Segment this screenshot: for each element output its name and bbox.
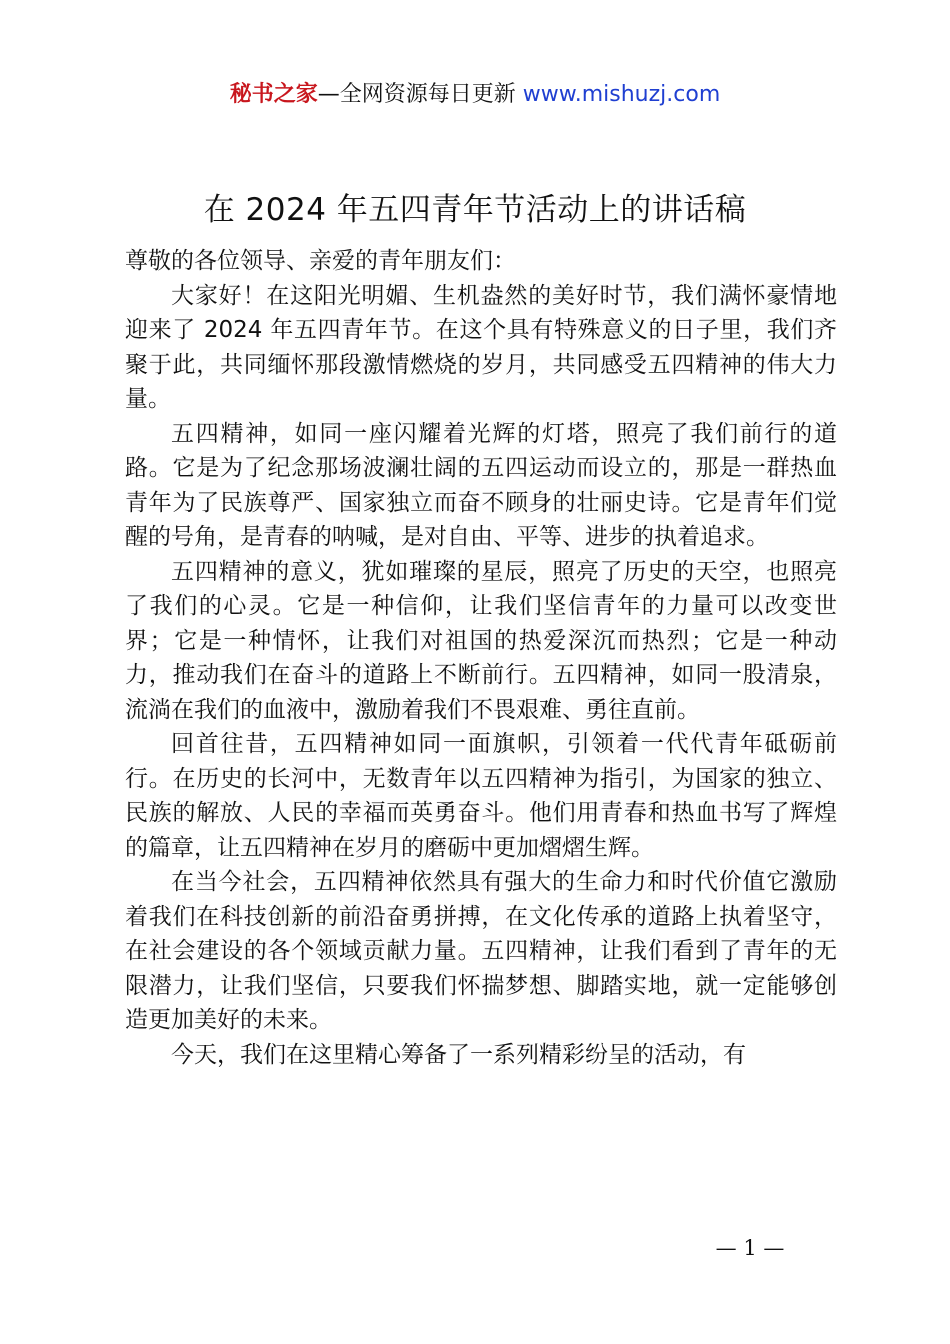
site-banner <box>0 78 950 112</box>
paragraph-3: 五四精神的意义，犹如璀璨的星辰，照亮了历史的天空，也照亮了我们的心灵。它是一种信仰，让我们坚信青年的力量可以改变世界；它是一种情怀，让我们对祖国的热爱深沉而热烈；它是一种动力，推动我们在奋斗的道路上不断前行。五四精神，如同一股清泉，流淌在我们的血液中，激励着我们不畏艰难、勇往直前。 <box>125 558 837 723</box>
document-title: 在 2024 年五四青年节活动上的讲话稿 <box>203 192 747 228</box>
page-number: — 1 — <box>715 1236 785 1260</box>
site-tagline: 全网资源每日更新 <box>339 82 516 107</box>
banner-separator: — <box>317 82 340 107</box>
paragraph-5: 在当今社会，五四精神依然具有强大的生命力和时代价值它激励着我们在科技创新的前沿奋勇拼搏，在文化传承的道路上执着坚守，在社会建设的各个领域贡献力量。五四精神，让我们看到了青年的无限潜力，让我们坚信，只要我们怀揣梦想、脚踏实地，就一定能够创造更加美好的未来。 <box>125 869 837 1033</box>
site-url-link[interactable]: www.mishuzj.com <box>522 82 721 107</box>
paragraph-2: 五四精神，如同一座闪耀着光辉的灯塔，照亮了我们前行的道路。它是为了纪念那场波澜壮阔的五四运动而设立的，那是一群热血青年为了民族尊严、国家独立而奋不顾身的壮丽史诗。它是青年们觉醒的号角，是青春的呐喊，是对自由、平等、进步的执着追求。 <box>125 420 837 550</box>
document-body <box>125 244 837 1072</box>
paragraph-4: 回首往昔，五四精神如同一面旗帜，引领着一代代青年砥砺前行。在历史的长河中，无数青年以五四精神为指引，为国家的独立、民族的解放、人民的幸福而英勇奋斗。他们用青春和热血书写了辉煌的篇章，让五四精神在岁月的磨砺中更加熠熠生辉。 <box>125 731 837 861</box>
greeting-line: 尊敬的各位领导、亲爱的青年朋友们： <box>125 248 516 274</box>
paragraph-6: 今天，我们在这里精心筹备了一系列精彩纷呈的活动，有 <box>171 1041 746 1068</box>
site-brand: 秘书之家 <box>229 82 318 107</box>
paragraph-1: 大家好！在这阳光明媚、生机盎然的美好时节，我们满怀豪情地迎来了 2024 年五四青年节。在这个具有特殊意义的日子里，我们齐聚于此，共同缅怀那段激情燃烧的岁月，共同感受五四精神的伟大力量。 <box>125 282 837 412</box>
